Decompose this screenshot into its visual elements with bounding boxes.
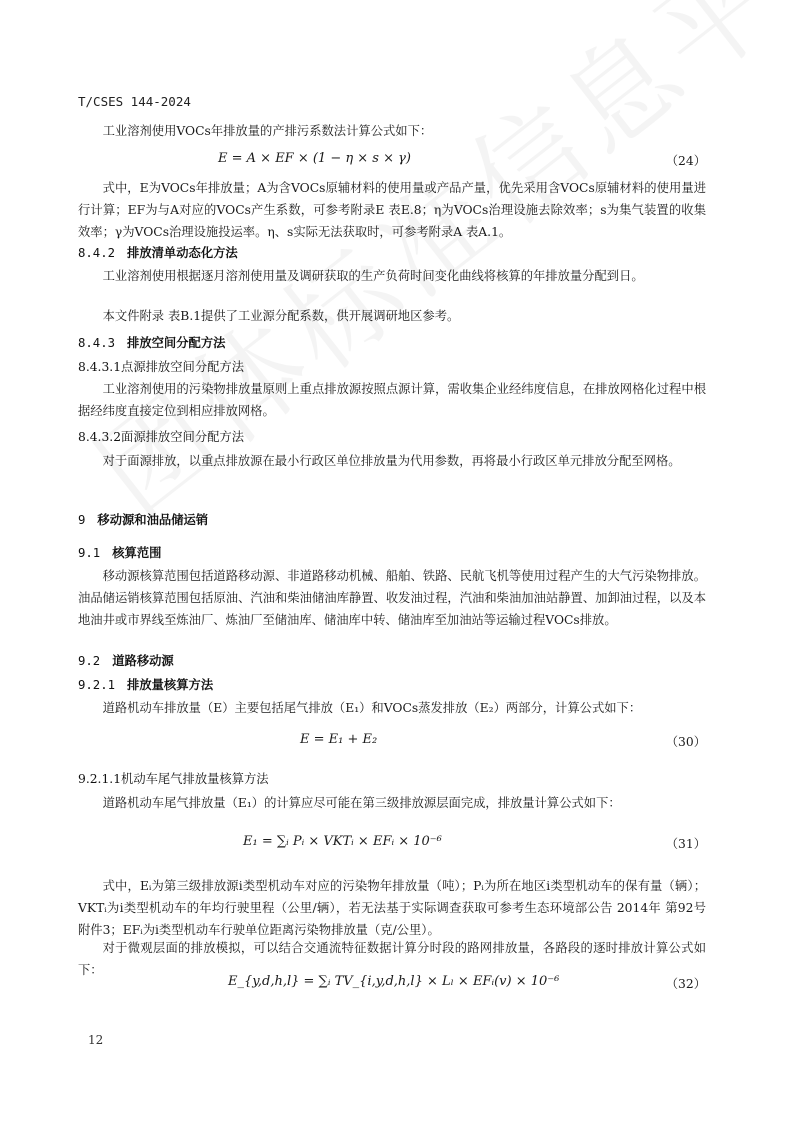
section-8-4-2-heading [78, 243, 238, 261]
formula-32 [78, 974, 706, 998]
formula-24 [78, 151, 706, 175]
section-title: 核算范围 [112, 546, 162, 560]
section-9-1-paragraph: 移动源核算范围包括道路移动源、非道路移动机械、船舶、铁路、民航飞机等使用过程产生的大气污染物排放。油品储运销核算范围包括原油、汽油和柴油储油库静置、收发油过程，汽油和柴油加油站静置、加卸油过程，以及本地油井或市界线至炼油厂、炼油厂至储油库、储油库中转、储油库至加油站等运输过程VOCs排放。 [78, 569, 706, 627]
section-title: 道路移动源 [112, 654, 174, 668]
micro-level-paragraph: 对于微观层面的排放模拟，可以结合交通流特征数据计算分时段的路网排放量，各路段的逐时排放计算公式如下： [78, 941, 706, 977]
section-9-2-1-1-paragraph: 道路机动车尾气排放量（E₁）的计算应尽可能在第三级排放源层面完成，排放量计算公式如下： [102, 796, 621, 810]
section-number: 9.1 [78, 546, 101, 560]
formula-32-expression: E_{y,d,h,l} = ∑ᵢ TV_{i,y,d,h,l} × Lₗ × EFᵢ(v) × 10⁻⁶ [228, 974, 560, 989]
section-number: 8.4.3.2 [78, 430, 122, 444]
section-number: 9.2.1 [78, 678, 116, 692]
section-8-4-3-2-heading [78, 427, 244, 445]
formula-31 [78, 834, 706, 858]
section-8-4-3-2-paragraph: 对于面源排放，以重点排放源在最小行政区单位排放量为代用参数，再将最小行政区单元排放分配至网格。 [102, 454, 681, 468]
section-9-2-heading [78, 651, 174, 669]
section-9-2-1-1-heading [78, 769, 269, 787]
section-number: 9.2 [78, 654, 101, 668]
section-number: 8.4.2 [78, 246, 116, 260]
formula-30-number: （30） [665, 735, 706, 749]
document-id: T/CSES 144-2024 [78, 94, 191, 109]
section-9-2-1-heading [78, 675, 213, 693]
page-number: 12 [88, 1033, 104, 1047]
formula-32-number: （32） [665, 977, 706, 991]
section-9-1-heading [78, 543, 161, 561]
intro-paragraph: 工业溶剂使用VOCs年排放量的产排污系数法计算公式如下： [102, 124, 433, 138]
section-number: 8.4.3.1 [78, 360, 122, 374]
formula-31-definitions: 式中，Eᵢ为第三级排放源i类型机动车对应的污染物年排放量（吨）；Pᵢ为所在地区i类型机动车的保有量（辆）；VKTᵢ为i类型机动车的年均行驶里程（公里/辆），若无法基于实际调查获取可参考生态环境部公告 2014年 第92号 附件3；EFᵢ为i类型机动车行驶单位距离污染物排放量（克/公里）。 [78, 879, 706, 937]
formula-31-expression: E₁ = ∑ᵢ Pᵢ × VKTᵢ × EFᵢ × 10⁻⁶ [243, 834, 442, 849]
section-title: 机动车尾气排放量核算方法 [121, 772, 269, 786]
section-8-4-2-paragraph-1: 工业溶剂使用根据逐月溶剂使用量及调研获取的生产负荷时间变化曲线将核算的年排放量分配到日。 [102, 269, 644, 283]
section-title: 点源排放空间分配方法 [121, 360, 245, 374]
section-title: 排放量核算方法 [127, 678, 214, 692]
section-number: 9.2.1.1 [78, 772, 122, 786]
formula-30-expression: E = E₁ + E₂ [300, 732, 378, 747]
formula-30 [78, 732, 706, 756]
formula-24-expression: E = A × EF × (1 − η × s × γ) [218, 151, 411, 166]
section-number: 8.4.3 [78, 336, 116, 350]
section-9-2-1-paragraph: 道路机动车排放量（E）主要包括尾气排放（E₁）和VOCs蒸发排放（E₂）两部分，计算公式如下： [102, 701, 642, 715]
formula-31-number: （31） [665, 837, 706, 851]
section-title: 面源排放空间分配方法 [121, 430, 245, 444]
section-title: 排放空间分配方法 [127, 336, 226, 350]
formula-24-number: （24） [665, 154, 706, 168]
section-8-4-3-1-heading [78, 357, 244, 375]
section-9-heading [78, 510, 208, 528]
section-8-4-3-1-paragraph: 工业溶剂使用的污染物排放量原则上重点排放源按照点源计算，需收集企业经纬度信息，在排放网格化过程中根据经纬度直接定位到相应排放网格。 [78, 382, 706, 418]
section-8-4-2-paragraph-2: 本文件附录 表B.1提供了工业源分配系数，供开展调研地区参考。 [102, 309, 460, 323]
formula-24-definitions: 式中，E为VOCs年排放量；A为含VOCs原辅材料的使用量或产品产量，优先采用含VOCs原辅材料的使用量进行计算；EF为与A对应的VOCs产生系数，可参考附录E 表E.8；η为VOCs治理设施去除效率；s为集气装置的收集效率；γ为VOCs治理设施投运率。η、s实际无法获取时，可参考附录A 表A.1。 [78, 181, 706, 239]
section-8-4-3-heading [78, 333, 225, 351]
section-title: 移动源和油品储运销 [97, 513, 209, 527]
section-number: 9 [78, 513, 86, 527]
section-title: 排放清单动态化方法 [127, 246, 238, 260]
